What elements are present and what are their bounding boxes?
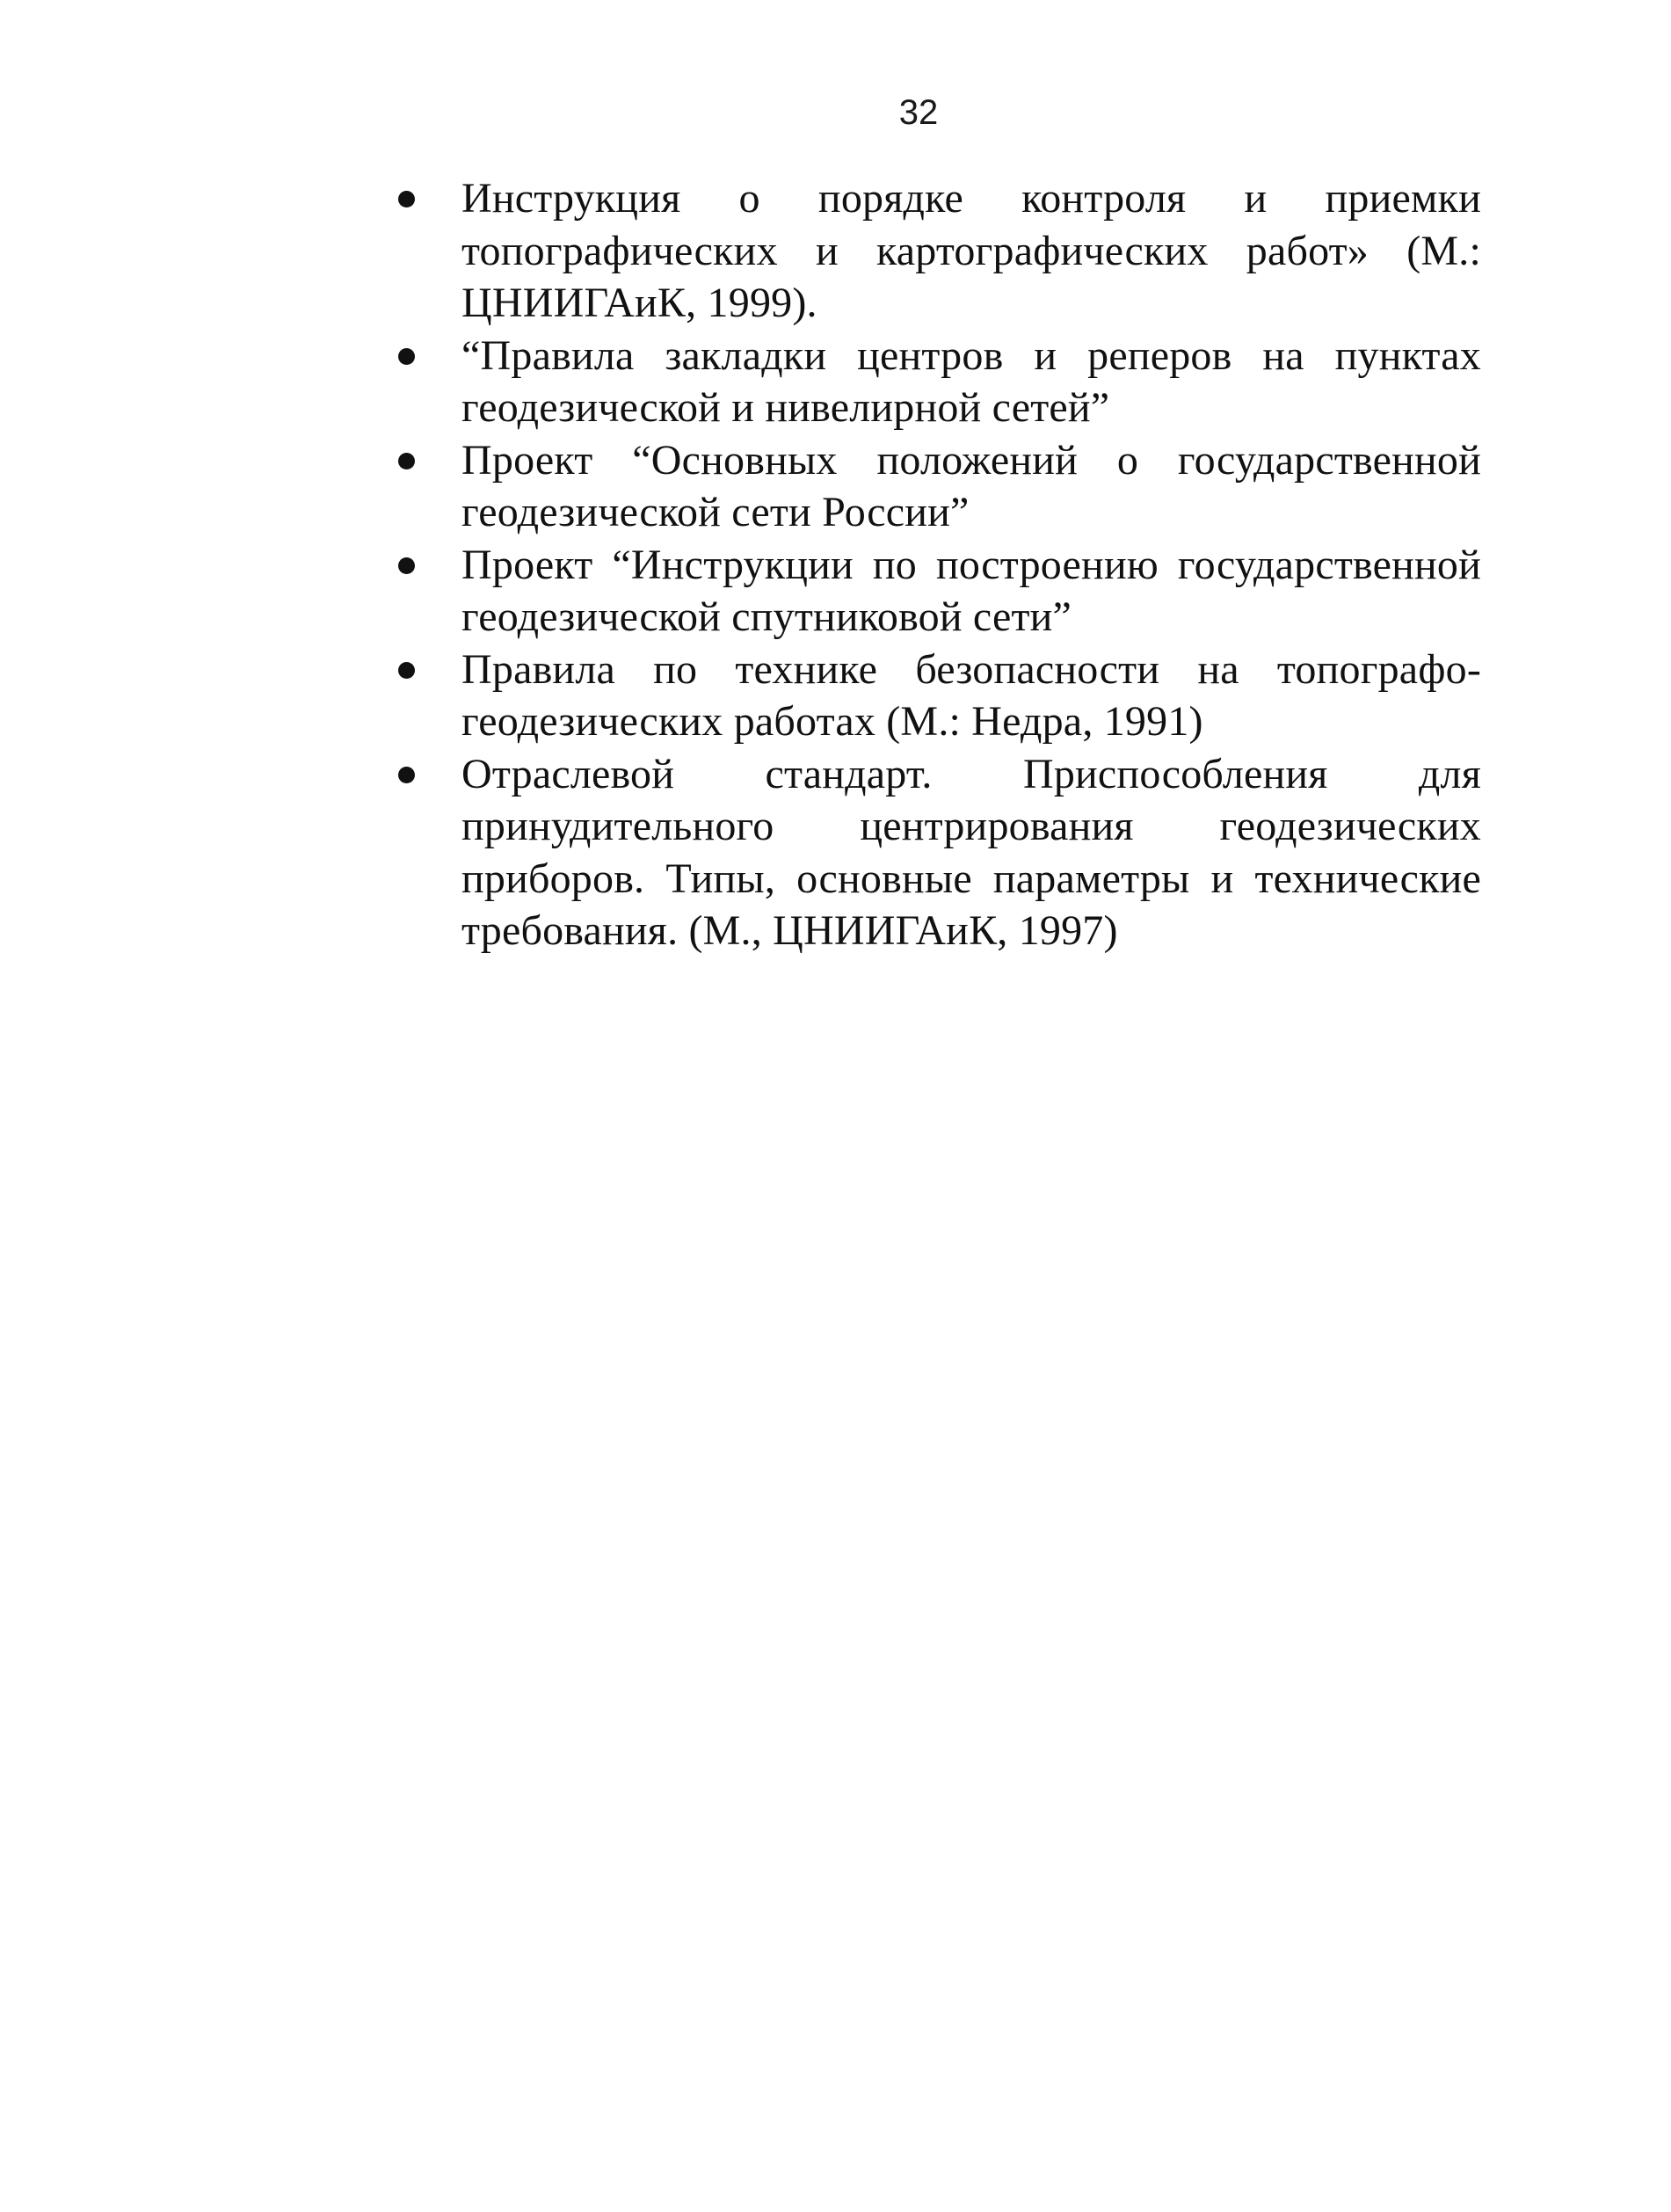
reference-list bbox=[387, 172, 1481, 957]
bullet-icon bbox=[398, 191, 415, 207]
list-item bbox=[387, 539, 1481, 644]
list-item bbox=[387, 172, 1481, 330]
list-item bbox=[387, 434, 1481, 539]
list-item bbox=[387, 330, 1481, 434]
reference-text: Проект “Инструкции по построению государственной геодезической спутниковой сети” bbox=[461, 541, 1481, 640]
list-item bbox=[387, 644, 1481, 748]
list-item bbox=[387, 748, 1481, 957]
reference-text: Проект “Основных положений о государственной геодезической сети России” bbox=[461, 436, 1481, 535]
reference-text: Инструкция о порядке контроля и приемки топографических и картографических работ» (М.: ЦНИИГАиК, 1999). bbox=[461, 175, 1481, 326]
reference-text: Отраслевой стандарт. Приспособления для принудительного центрирования геодезических приборов. Типы, основные параметры и технические требования. (М., ЦНИИГАиК, 1997) bbox=[461, 750, 1481, 954]
reference-text: “Правила закладки центров и реперов на пунктах геодезической и нивелирной сетей” bbox=[461, 331, 1481, 431]
bullet-icon bbox=[398, 557, 415, 574]
reference-text: Правила по технике безопасности на топографо-геодезических работах (М.: Недра, 1991) bbox=[461, 645, 1481, 745]
bullet-icon bbox=[398, 453, 415, 469]
bullet-icon bbox=[398, 348, 415, 365]
bullet-icon bbox=[398, 662, 415, 679]
bullet-icon bbox=[398, 767, 415, 783]
page-number: 32 bbox=[898, 93, 939, 132]
